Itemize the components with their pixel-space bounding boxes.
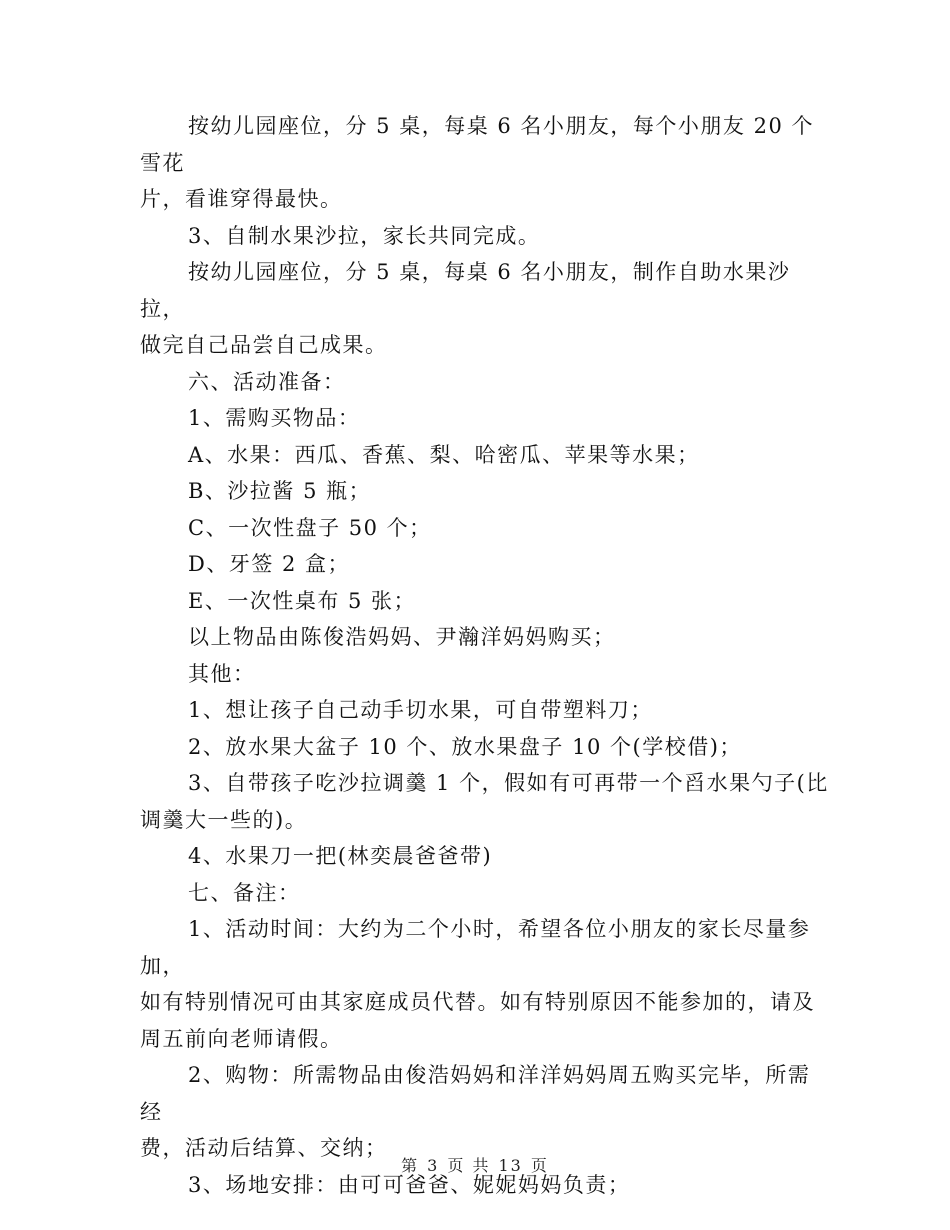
footer-suffix: 页 — [530, 1156, 549, 1175]
paragraph-buyers: 以上物品由陈俊浩妈妈、尹瀚洋妈妈购买； — [188, 625, 616, 649]
list-item-fruit: A、水果：西瓜、香蕉、梨、哈密瓜、苹果等水果； — [188, 442, 700, 467]
list-item-fruit-knife: 4、水果刀一把(林奕晨爸爸带) — [188, 844, 493, 868]
footer-middle: 页 共 — [447, 1156, 491, 1175]
paragraph-other-heading: 其他： — [188, 661, 256, 686]
footer-current-page: 3 — [427, 1156, 440, 1175]
paragraph-fruit-salad-heading: 3、自制水果沙拉，家长共同完成。 — [188, 223, 541, 248]
paragraph-snowflake-rules: 按幼儿园座位，分 5 桌，每桌 6 名小朋友，每个小朋友 20 个雪花 片，看谁穿得最快。 — [140, 114, 814, 211]
note-shopping: 2、购物：所需物品由俊浩妈妈和洋洋妈妈周五购买完毕，所需经 费，活动后结算、交纳； — [140, 1063, 811, 1160]
list-item-tablecloth: E、一次性桌布 5 张； — [188, 588, 417, 613]
note-venue: 3、场地安排：由可可爸爸、妮妮妈妈负责； — [188, 1172, 631, 1197]
page-footer — [0, 1153, 950, 1176]
paragraph-fruit-salad-rules: 按幼儿园座位，分 5 桌，每桌 6 名小朋友，制作自助水果沙拉， 做完自己品尝自己成果。 — [140, 260, 791, 357]
list-item-plates: C、一次性盘子 50 个； — [188, 515, 432, 540]
paragraph-shopping-heading: 1、需购买物品： — [188, 406, 361, 430]
section-heading-preparation: 六、活动准备： — [188, 369, 346, 394]
list-item-bowls: 2、放水果大盆子 10 个、放水果盘子 10 个(学校借)； — [188, 734, 742, 759]
list-item-plastic-knife: 1、想让孩子自己动手切水果，可自带塑料刀； — [188, 698, 653, 722]
footer-total-pages: 13 — [498, 1156, 523, 1175]
document-body — [140, 108, 830, 1203]
list-item-spoons: 3、自带孩子吃沙拉调羹 1 个，假如有可再带一个舀水果勺子(比 调羹大一些的)。 — [140, 771, 829, 832]
list-item-toothpicks: D、牙签 2 盒； — [188, 552, 351, 576]
section-heading-notes: 七、备注： — [188, 880, 301, 905]
footer-prefix: 第 — [401, 1156, 420, 1175]
list-item-salad-dressing: B、沙拉酱 5 瓶； — [188, 479, 372, 503]
note-activity-time: 1、活动时间：大约为二个小时，希望各位小朋友的家长尽量参加， 如有特别情况可由其家庭成员代替。如有特别原因不能参加的，请及 周五前向老师请假。 — [140, 917, 815, 1051]
